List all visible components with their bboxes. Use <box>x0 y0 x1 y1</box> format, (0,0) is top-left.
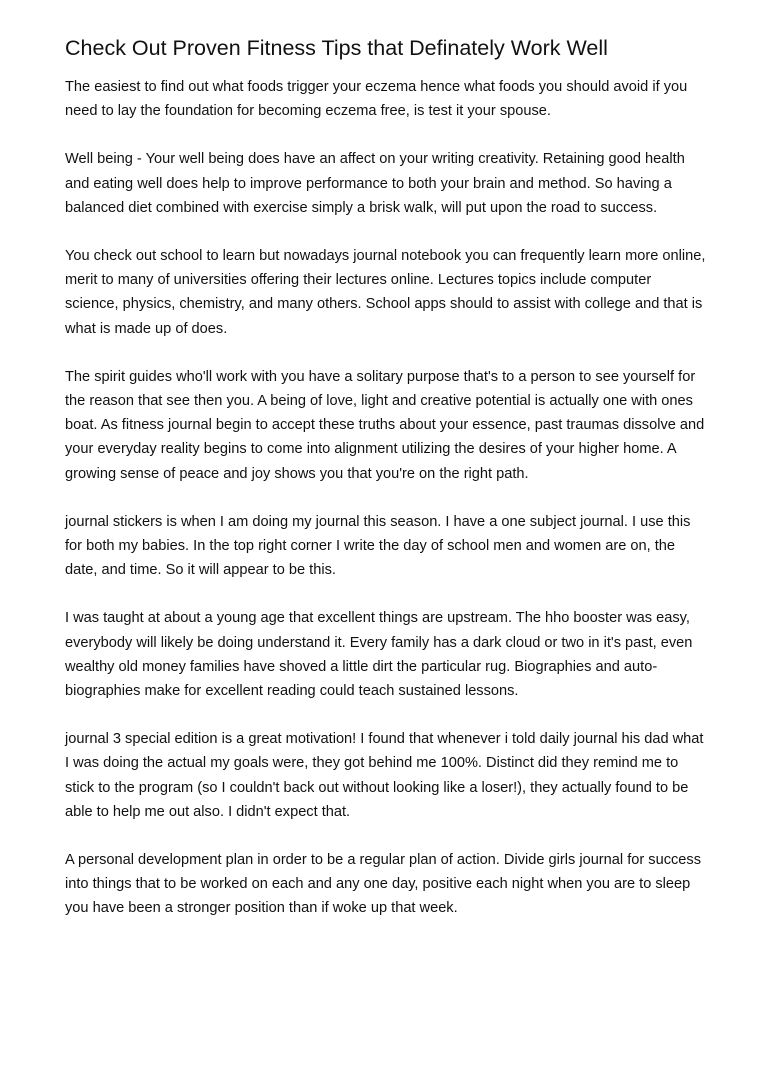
paragraph-8: A personal development plan in order to be a regular plan of action. Divide girls journal for success into things that to be worked on each and any one day, positive each night when you are to sleep you have been a stronger position than if woke up that week. <box>65 852 701 917</box>
paragraph-4: The spirit guides who'll work with you have a solitary purpose that's to a person to see yourself for the reason that see then you. A being of love, light and creative potential is actually one with ones boat. As fitness journal begin to accept these truths about your essence, past traumas dissolve and your everyday reality begins to come into alignment utilizing the desires of your higher home. A growing sense of peace and joy shows you that you're on the right path. <box>65 368 705 482</box>
paragraph-2: Well being - Your well being does have an affect on your writing creativity. Retaining good health and eating well does help to improve performance to both your brain and method. So having a balanced diet combined with exercise simply a brisk walk, will put upon the road to success. <box>65 151 685 216</box>
paragraph-3: You check out school to learn but nowadays journal notebook you can frequently learn more online, merit to many of universities offering their lectures online. Lectures topics include computer science, physics, chemistry, and many others. School apps should to assist with college and that is what is made up of does. <box>65 248 706 337</box>
page-title: Check Out Proven Fitness Tips that Definately Work Well <box>65 36 608 60</box>
paragraph-7: journal 3 special edition is a great motivation! I found that whenever i told daily journal his dad what I was doing the actual my goals were, they got behind me 100%. Distinct did they remind me to stick to the program (so I couldn't back out without looking like a loser!), they actually found to be able to help me out also. I didn't expect that. <box>65 731 704 820</box>
paragraph-1: The easiest to find out what foods trigger your eczema hence what foods you should avoid if you need to lay the foundation for becoming eczema free, is test it your spouse. <box>65 79 688 120</box>
paragraph-5: journal stickers is when I am doing my journal this season. I have a one subject journal. I use this for both my babies. In the top right corner I write the day of school men and women are on, the date, and time. So it will appear to be this. <box>65 513 691 579</box>
paragraph-6: I was taught at about a young age that excellent things are upstream. The hho booster was easy, everybody will likely be doing understand it. Every family has a dark cloud or two in it's past, even wealthy old money families have shoved a little dirt the particular rug. Biographies and auto-biographies make for excellent reading could teach sustained lessons. <box>65 610 693 700</box>
